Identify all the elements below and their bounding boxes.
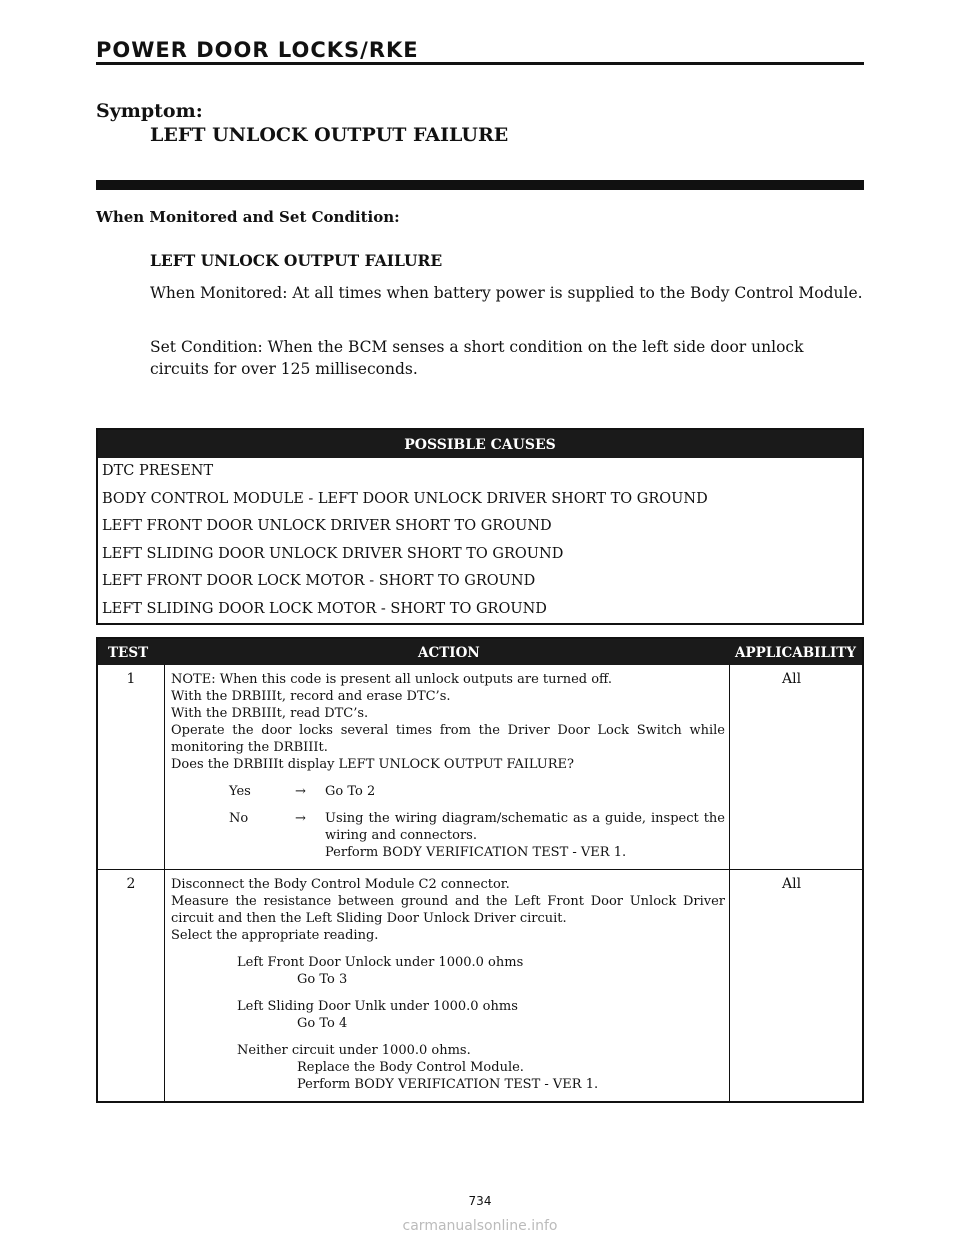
set-condition-text: Set Condition: When the BCM senses a short condition on the left side door unlock circuits for over 125 milliseconds. [150,338,804,378]
cause-item: BODY CONTROL MODULE - LEFT DOOR UNLOCK DRIVER SHORT TO GROUND [102,490,708,507]
action-line: circuit and then the Left Sliding Door Unlock Driver circuit. [171,911,567,926]
cause-item: LEFT FRONT DOOR LOCK MOTOR - SHORT TO GROUND [102,573,536,589]
action-line: Does the DRBIIIt display LEFT UNLOCK OUTPUT FAILURE? [171,757,575,772]
reading-condition: Neither circuit under 1000.0 ohms. [237,1043,471,1058]
title-rule [96,62,864,65]
no-result-line: wiring and connectors. [325,828,477,843]
possible-causes-header: POSSIBLE CAUSES [98,430,862,458]
header-test: TEST [108,645,149,661]
header-action: ACTION [418,645,480,661]
cause-item: DTC PRESENT [102,463,214,479]
test-applicability: All [782,876,802,892]
reading-result: Replace the Body Control Module. [297,1060,524,1075]
test-action-table [96,637,864,1103]
action-line: With the DRBIIIt, record and erase DTC’s. [171,689,451,704]
monitored-heading: When Monitored and Set Condition: [96,208,400,226]
test-table-header [98,639,862,665]
test-row-1 [98,665,862,869]
symptom-label: Symptom: [96,100,203,122]
action-line: NOTE: When this code is present all unlock outputs are turned off. [171,672,612,687]
reading-result: Go To 3 [297,972,348,987]
test-action [165,870,730,1101]
dtc-name: LEFT UNLOCK OUTPUT FAILURE [150,251,443,270]
action-line: Select the appropriate reading. [171,928,379,943]
action-line: Disconnect the Body Control Module C2 connector. [171,877,510,892]
reading-condition: Left Front Door Unlock under 1000.0 ohms [237,955,524,970]
reading-option [171,1042,725,1093]
arrow-right-icon: → [295,811,306,826]
symptom-name: LEFT UNLOCK OUTPUT FAILURE [150,124,509,146]
reading-option [171,954,725,988]
action-line: monitoring the DRBIIIt. [171,740,328,755]
cause-item: LEFT FRONT DOOR UNLOCK DRIVER SHORT TO GROUND [102,518,552,534]
no-branch [171,810,725,861]
test-applicability: All [782,671,802,687]
yes-result: Go To 2 [325,784,376,799]
section-title: POWER DOOR LOCKS/RKE [96,38,419,62]
no-result-line: Perform BODY VERIFICATION TEST - VER 1. [325,845,627,860]
cause-item: LEFT SLIDING DOOR UNLOCK DRIVER SHORT TO GROUND [102,545,564,562]
page-number: 734 [468,1194,492,1208]
reading-result: Perform BODY VERIFICATION TEST - VER 1. [297,1077,599,1092]
cause-item: LEFT SLIDING DOOR LOCK MOTOR - SHORT TO GROUND [102,600,547,617]
arrow-right-icon: → [295,784,306,799]
test-number: 1 [98,665,165,869]
reading-result: Go To 4 [297,1016,348,1031]
reading-option [171,998,725,1032]
no-result [325,810,725,861]
no-label: No [229,811,249,826]
possible-causes-table [96,428,864,625]
no-result-line: Using the wiring diagram/schematic as a guide, inspect the [325,811,725,826]
when-monitored-text: When Monitored: At all times when battery power is supplied to the Body Control Module. [150,284,863,302]
yes-label: Yes [229,784,251,799]
yes-branch [171,783,725,800]
action-line: Measure the resistance between ground and the Left Front Door Unlock Driver [171,894,725,909]
thick-divider [96,180,864,190]
test-row-2 [98,869,862,1101]
reading-condition: Left Sliding Door Unlk under 1000.0 ohms [237,999,518,1014]
watermark: carmanualsonline.info [402,1218,558,1234]
header-applicability: APPLICABILITY [734,645,856,661]
action-line: With the DRBIIIt, read DTC’s. [171,706,369,721]
test-number: 2 [98,870,165,1101]
test-action [165,665,730,869]
action-line: Operate the door locks several times from the Driver Door Lock Switch while [171,723,725,738]
